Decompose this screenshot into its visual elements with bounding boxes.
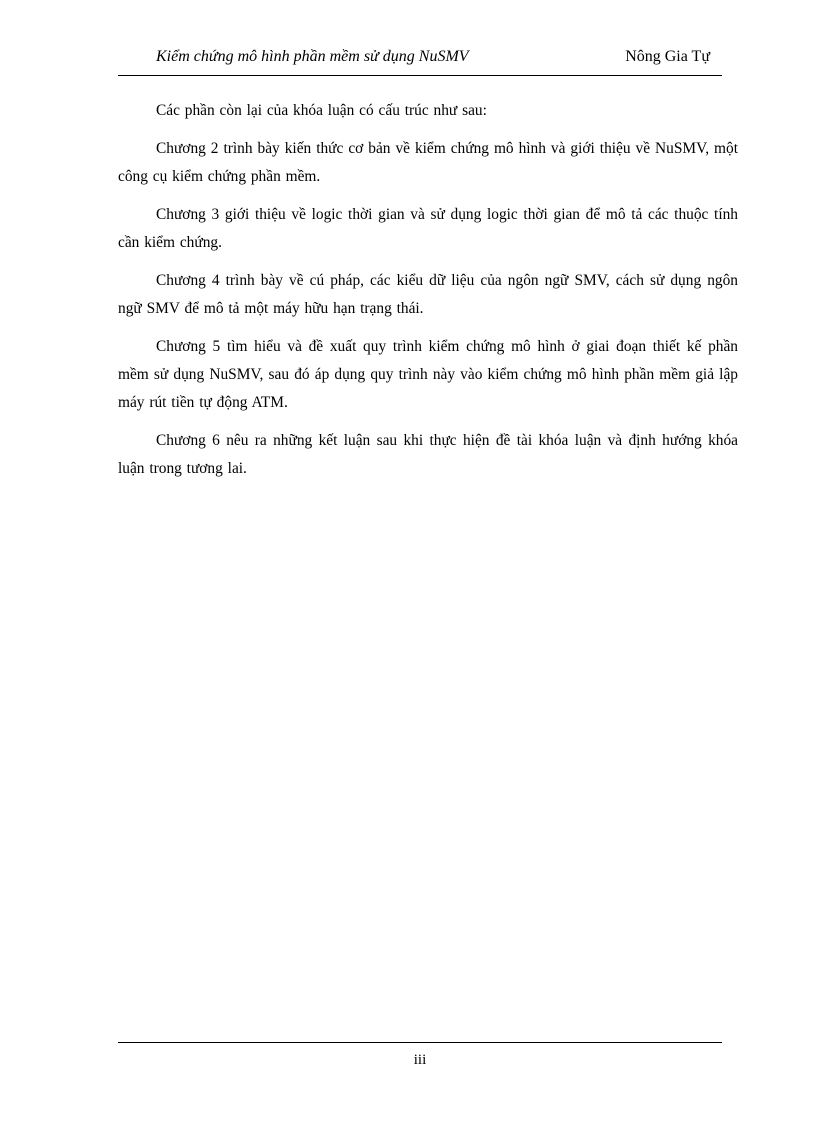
- paragraph-chapter-3: Chương 3 giới thiệu về logic thời gian và sử dụng logic thời gian để mô tả các thuộc tính cần kiểm chứng.: [118, 206, 738, 251]
- paragraph-chapter-4: Chương 4 trình bày về cú pháp, các kiểu dữ liệu của ngôn ngữ SMV, cách sử dụng ngôn ngữ SMV để mô tả một máy hữu hạn trạng thái.: [118, 272, 738, 317]
- page-header: [118, 48, 722, 78]
- paragraph-chapter-6: Chương 6 nêu ra những kết luận sau khi thực hiện đề tài khóa luận và định hướng khóa luận trong tương lai.: [118, 432, 738, 477]
- header-author: Nông Gia Tự: [625, 48, 710, 65]
- footer-divider: [118, 1042, 722, 1043]
- header-divider: [118, 75, 722, 76]
- header-title: Kiểm chứng mô hình phần mềm sử dụng NuSMV: [156, 48, 469, 65]
- body-content: [118, 97, 738, 493]
- page-number: iii: [413, 1052, 427, 1068]
- paragraph-chapter-5: Chương 5 tìm hiểu và đề xuất quy trình kiểm chứng mô hình ở giai đoạn thiết kế phần mềm sử dụng NuSMV, sau đó áp dụng quy trình này vào kiểm chứng mô hình phần mềm giả lập máy rút tiền tự động ATM.: [118, 338, 738, 411]
- paragraph-intro: Các phần còn lại của khóa luận có cấu trúc như sau:: [156, 102, 487, 119]
- paragraph-chapter-2: Chương 2 trình bày kiến thức cơ bản về kiểm chứng mô hình và giới thiệu về NuSMV, một công cụ kiểm chứng phần mềm.: [118, 140, 738, 185]
